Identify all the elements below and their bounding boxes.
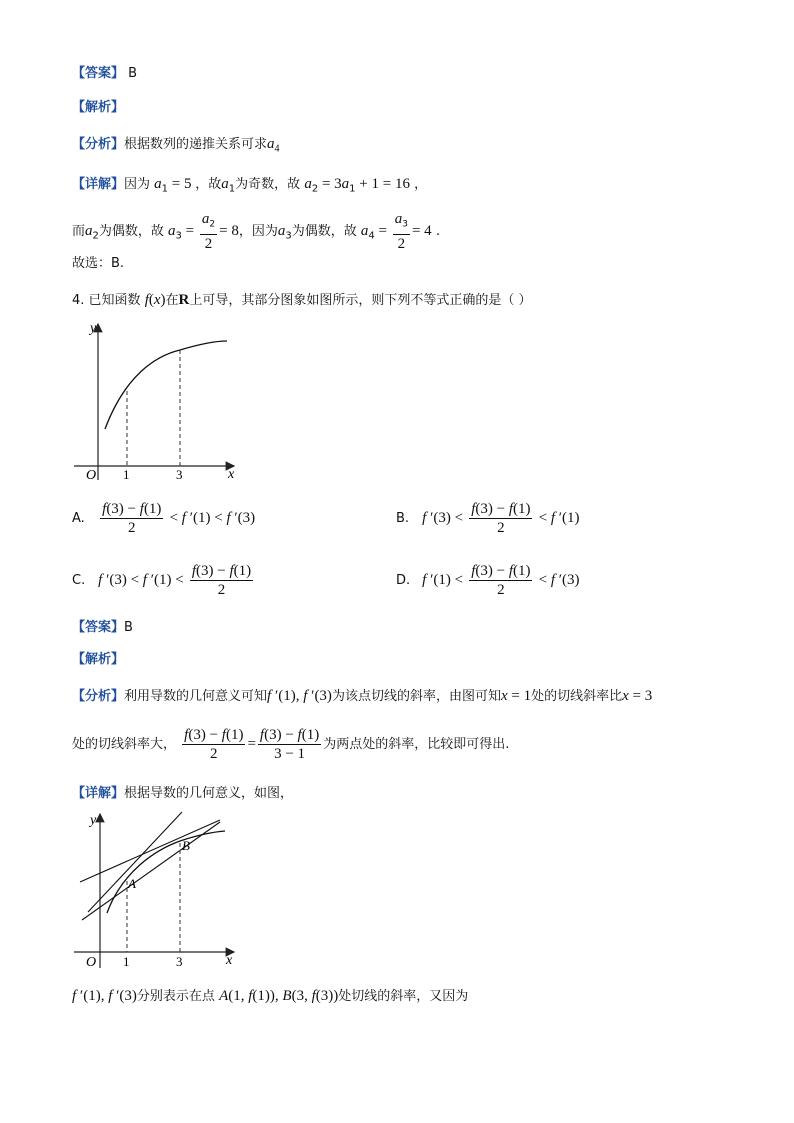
function-curve [107,831,225,913]
conclusion-q3: 故选：B. [72,256,125,271]
analysis-heading-q3: 【解析】 [72,100,125,115]
tangent-line-a [88,812,182,912]
tick-label-1: 1 [123,954,130,969]
point-label-a: A [128,876,136,891]
point-label-b: B [182,838,190,853]
detail-text-q4-last: f ′(1), f ′(3)分别表示在点 A(1, f(1)), B(3, f(3))处切线的斜率，又因为 [72,988,469,1004]
y-label: y [90,321,97,336]
tick-label-1: 1 [123,467,130,482]
option-d[interactable]: D. f ′(1) < $\frac{f(3) - f(1)}{2}$ < f ′(3) [396,563,580,598]
answer-line-q3 [72,64,137,84]
answer-tag: 【答案】 [72,66,125,81]
y-label: y [90,813,97,828]
tangent-line-b [80,820,220,882]
function-graph-1 [70,318,250,486]
analysis-text-q4-line1: 【分析】利用导数的几何意义可知f ′(1), f ′(3)为该点切线的斜率，由图可知x = 1处的切线斜率比x = 3 [72,688,653,704]
detail-line1-q3: 【详解】因为 $a_1 = 5$ ，故$a_1$为奇数，故 $a_2 = 3a_1 + 1 = 16$ ， [72,176,428,195]
origin-label: O [86,468,97,483]
x-label: x [226,953,233,968]
analysis-text-q3: 【分析】根据数列的递推关系可求$a_4$ [72,136,280,155]
option-a[interactable]: A. $\frac{f(3) - f(1)}{2}$ < f ′(1) < f ′(3) [72,501,256,536]
answer-value: B [128,66,138,81]
function-curve [105,341,227,429]
detail-line2-q3: 而$a_2$为偶数，故 $a_3$ = $\frac{a_2}{2}$ = 8，因为$a_3$为偶数，故 $a_4$ = $\frac{a_3}{2}$ = 4 . [72,211,440,252]
analysis-heading-q4: 【解析】 [72,652,125,667]
question-stem-4: 4. 已知函数 f(x)在R上可导，其部分图象如图所示，则下列不等式正确的是（ ） [72,292,532,308]
secant-line-ab [82,822,220,920]
tangent-graph-2 [70,810,250,975]
detail-text-q4: 【详解】根据导数的几何意义，如图， [72,786,294,801]
analysis-text-q4-line2: 处的切线斜率大， $\frac{f(3) - f(1)}{2}$ = $\frac{f(3) - f(1)}{3 - 1}$ 为两点处的斜率，比较即可得出. [72,727,510,762]
tick-label-3: 3 [176,467,183,482]
option-c[interactable]: C. f ′(3) < f ′(1) < $\frac{f(3) - f(1)}{2}$ [72,563,252,598]
answer-line-q4: 【答案】B [72,620,133,635]
tick-label-3: 3 [176,954,183,969]
option-b[interactable]: B. f ′(3) < $\frac{f(3) - f(1)}{2}$ < f ′(1) [396,501,580,536]
x-label: x [228,467,235,482]
origin-label: O [86,955,97,970]
